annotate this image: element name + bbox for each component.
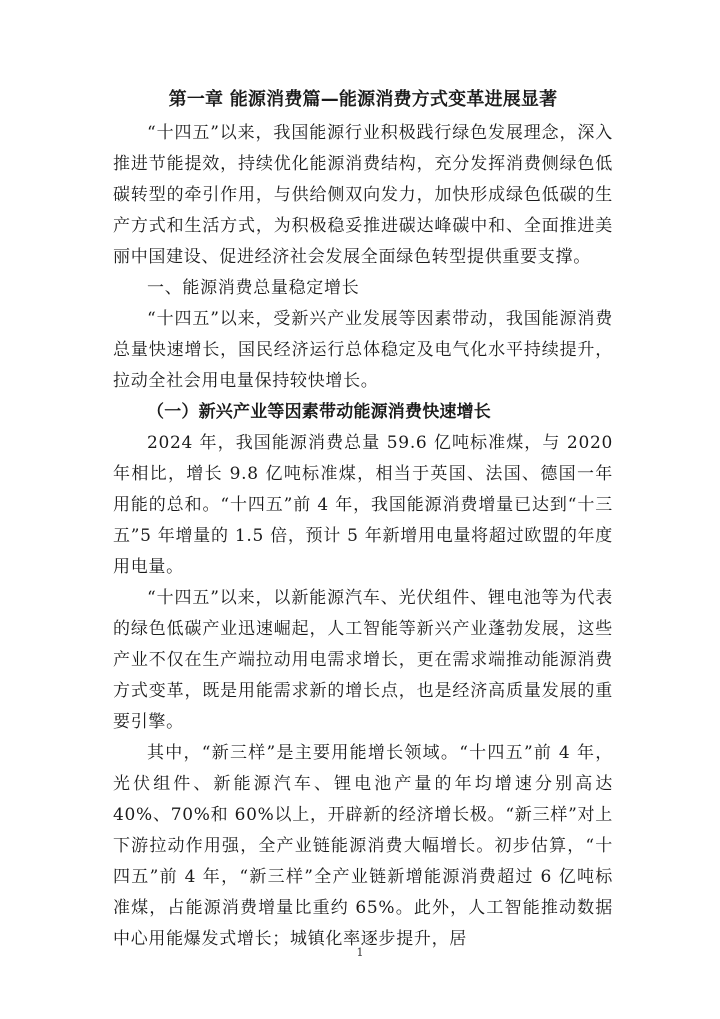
intro-paragraph: “十四五”以来，我国能源行业积极践行绿色发展理念，深入推进节能提效，持续优化能源消费结构，充分发挥消费侧绿色低碳转型的牵引作用，与供给侧双向发力，加快形成绿色低碳的生产方式和生活方式，为积极稳妥推进碳达峰碳中和、全面推进美丽中国建设、促进经济社会发展全面绿色转型提供重要支撑。 [113, 123, 613, 267]
body-paragraph-3: 其中，“新三样”是主要用能增长领域。“十四五”前 4 年，光伏组件、新能源汽车、锂电池产量的年均增速分别高达 40%、70%和 60%以上，开辟新的经济增长极。“新三样”对上下游拉动作用强，全产业链能源消费大幅增长。初步估算，“十四五”前 4 年，“新三样”全产业链新增能源消费超过 6 亿吨标准煤，占能源消费增量比重约 65%。此外，人工智能推动数据中心用能爆发式增长；城镇化率逐步提升，居 [113, 743, 613, 949]
body-paragraph-1: 2024 年，我国能源消费总量 59.6 亿吨标准煤，与 2020 年相比，增长 9.8 亿吨标准煤，相当于英国、法国、德国一年用能的总和。“十四五”前 4 年，我国能源消费增量已达到“十三五”5 年增量的 1.5 倍，预计 5 年新增用电量将超过欧盟的年度用电量。 [113, 433, 613, 577]
page-number: 1 [356, 946, 364, 959]
subsection-heading: （一）新兴产业等因素带动能源消费快速增长 [147, 402, 491, 422]
section-paragraph: “十四五”以来，受新兴产业发展等因素带动，我国能源消费总量快速增长，国民经济运行总体稳定及电气化水平持续提升，拉动全社会用电量保持较快增长。 [113, 309, 613, 391]
chapter-title: 第一章 能源消费篇—能源消费方式变革进展显著 [168, 89, 558, 110]
section-heading: 一、能源消费总量稳定增长 [147, 278, 360, 298]
page-body [113, 86, 613, 955]
body-paragraph-2: “十四五”以来，以新能源汽车、光伏组件、锂电池等为代表的绿色低碳产业迅速崛起，人工智能等新兴产业蓬勃发展，这些产业不仅在生产端拉动用电需求增长，更在需求端推动能源消费方式变革，既是用能需求新的增长点，也是经济高质量发展的重要引擎。 [113, 588, 613, 732]
